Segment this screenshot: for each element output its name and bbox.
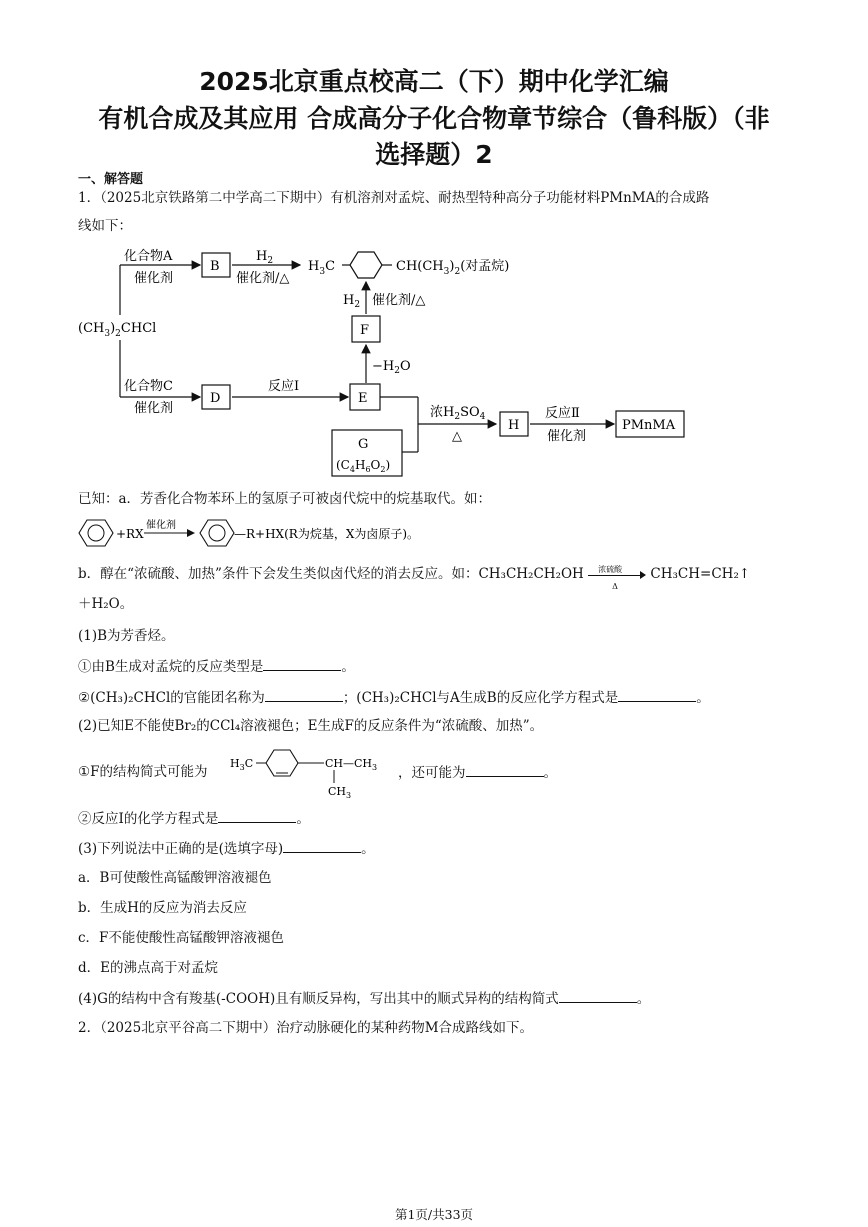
compound-f: F <box>360 323 370 338</box>
part-1: (1)B为芳香烃。 <box>78 628 175 644</box>
answer-blank-4[interactable] <box>466 762 544 777</box>
page-title-line-2: 有机合成及其应用 合成高分子化合物章节综合（鲁科版）（非 <box>98 104 770 133</box>
answer-blank-1[interactable] <box>263 656 341 671</box>
part-2-1b: ，还可能为 。 <box>398 762 557 783</box>
page-footer: 第1页/共33页 <box>394 1207 474 1222</box>
h2-label-2: $H_2$ <box>343 293 361 310</box>
known-b-cont: ＋H₂O。 <box>78 596 134 612</box>
page-title-line-1: 2025北京重点校高二（下）期中化学汇编 <box>199 67 669 96</box>
known-a-products: —R+HX(R为烷基，X为卤原子)。 <box>234 527 420 541</box>
answer-blank-3[interactable] <box>618 687 696 702</box>
minus-water-label: $-H_2O$ <box>372 359 411 376</box>
known-a-catalyst: 催化剂 <box>146 520 176 531</box>
answer-blank-2[interactable] <box>265 687 343 702</box>
benzene-ring-1 <box>79 520 113 546</box>
known-a-equation <box>76 515 476 551</box>
compound-g-formula: $(C_4H_6O_2)$ <box>336 458 391 474</box>
start-material: $(CH_3)_2CHCl$ <box>78 321 157 339</box>
q1-intro-b: 线如下： <box>78 218 132 234</box>
heat-label: △ <box>452 429 462 444</box>
catalyst-label-3: 催化剂 <box>547 429 587 444</box>
compound-h: H <box>508 418 520 433</box>
part-2-2: ②反应I的化学方程式是 。 <box>78 808 310 829</box>
section-heading: 一、解答题 <box>78 172 144 187</box>
catalyst-label-2: 催化剂 <box>134 401 174 416</box>
svg-text:H3C: $H_3C$ <box>230 757 254 772</box>
answer-blank-5[interactable] <box>218 808 296 823</box>
compound-b: B <box>210 259 220 274</box>
synthesis-scheme <box>0 240 868 480</box>
known-b: b．醇在“浓硫酸、加热”条件下会发生类似卤代烃的消去反应。如：CH₃CH₂CH₂OH 浓硫酸 Δ CH₃CH=CH₂↑ <box>78 564 751 591</box>
answer-blank-7[interactable] <box>559 988 637 1003</box>
part-4: (4)G的结构中含有羧基(-COOH)且有顺反异构，写出其中的顺式异构的结构简式 。 <box>78 988 650 1009</box>
product-isopropyl: $CH(CH_3)_2$(对孟烷) <box>396 259 510 277</box>
benzene-ring-2 <box>200 520 234 546</box>
part-2-1a: ①F的结构简式可能为 <box>78 764 208 780</box>
page-title-line-3: 选择题）2 <box>375 140 493 169</box>
known-a: 已知：a．芳香化合物苯环上的氢原子可被卤代烷中的烷基取代。如： <box>78 491 492 507</box>
part-2: (2)已知E不能使Br₂的CCl₄溶液褪色；E生成F的反应条件为“浓硫酸、加热”。 <box>78 718 544 734</box>
option-a: a．B可使酸性高锰酸钾溶液褪色 <box>78 870 272 886</box>
q1-intro-a: 1．（2025北京铁路第二中学高二下期中）有机溶剂对孟烷、耐热型特种高分子功能材料PMnMA的合成路 <box>78 190 710 206</box>
rx-reagent: +RX <box>116 527 144 541</box>
part-3: (3)下列说法中正确的是(选填字母) 。 <box>78 838 375 859</box>
conc-acid-label: 浓$H_2SO_4$ <box>430 405 486 422</box>
part-1-1: ①由B生成对孟烷的反应类型是 。 <box>78 656 355 677</box>
compound-e: E <box>358 391 368 406</box>
compound-g: G <box>358 437 369 452</box>
catalyst-heat-label-2: 催化剂/△ <box>372 293 426 308</box>
catalyst-heat-label-1: 催化剂/△ <box>236 271 290 286</box>
compound-pmnma: PMnMA <box>622 418 676 433</box>
q2-intro: 2．（2025北京平谷高二下期中）治疗动脉硬化的某种药物M合成路线如下。 <box>78 1020 534 1036</box>
svg-text:CH—CH3: $CH—CH_3$ <box>325 757 378 772</box>
h2-label-1: $H_2$ <box>256 249 274 266</box>
product-methyl: $H_3C$ <box>308 259 336 277</box>
catalyst-label-1: 催化剂 <box>134 271 174 286</box>
part-1-2: ②(CH₃)₂CHCl的官能团名称为 ；(CH₃)₂CHCl与A生成B的反应化学方程式是 。 <box>78 687 710 708</box>
structure-f-option <box>228 745 398 799</box>
compound-d: D <box>210 391 221 406</box>
svg-text:CH3: $CH_3$ <box>328 785 352 799</box>
reaction-2-label: 反应Ⅱ <box>545 406 580 421</box>
reaction-1-label: 反应Ⅰ <box>268 379 300 394</box>
option-c: c．F不能使酸性高锰酸钾溶液褪色 <box>78 930 284 946</box>
answer-blank-6[interactable] <box>283 838 361 853</box>
cyclohexane-ring <box>350 252 382 278</box>
option-d: d．E的沸点高于对孟烷 <box>78 960 218 976</box>
compound-c-label: 化合物C <box>124 379 173 394</box>
compound-a-label: 化合物A <box>124 249 173 264</box>
cyclohexene-ring <box>266 750 298 776</box>
option-b: b．生成H的反应为消去反应 <box>78 900 247 916</box>
